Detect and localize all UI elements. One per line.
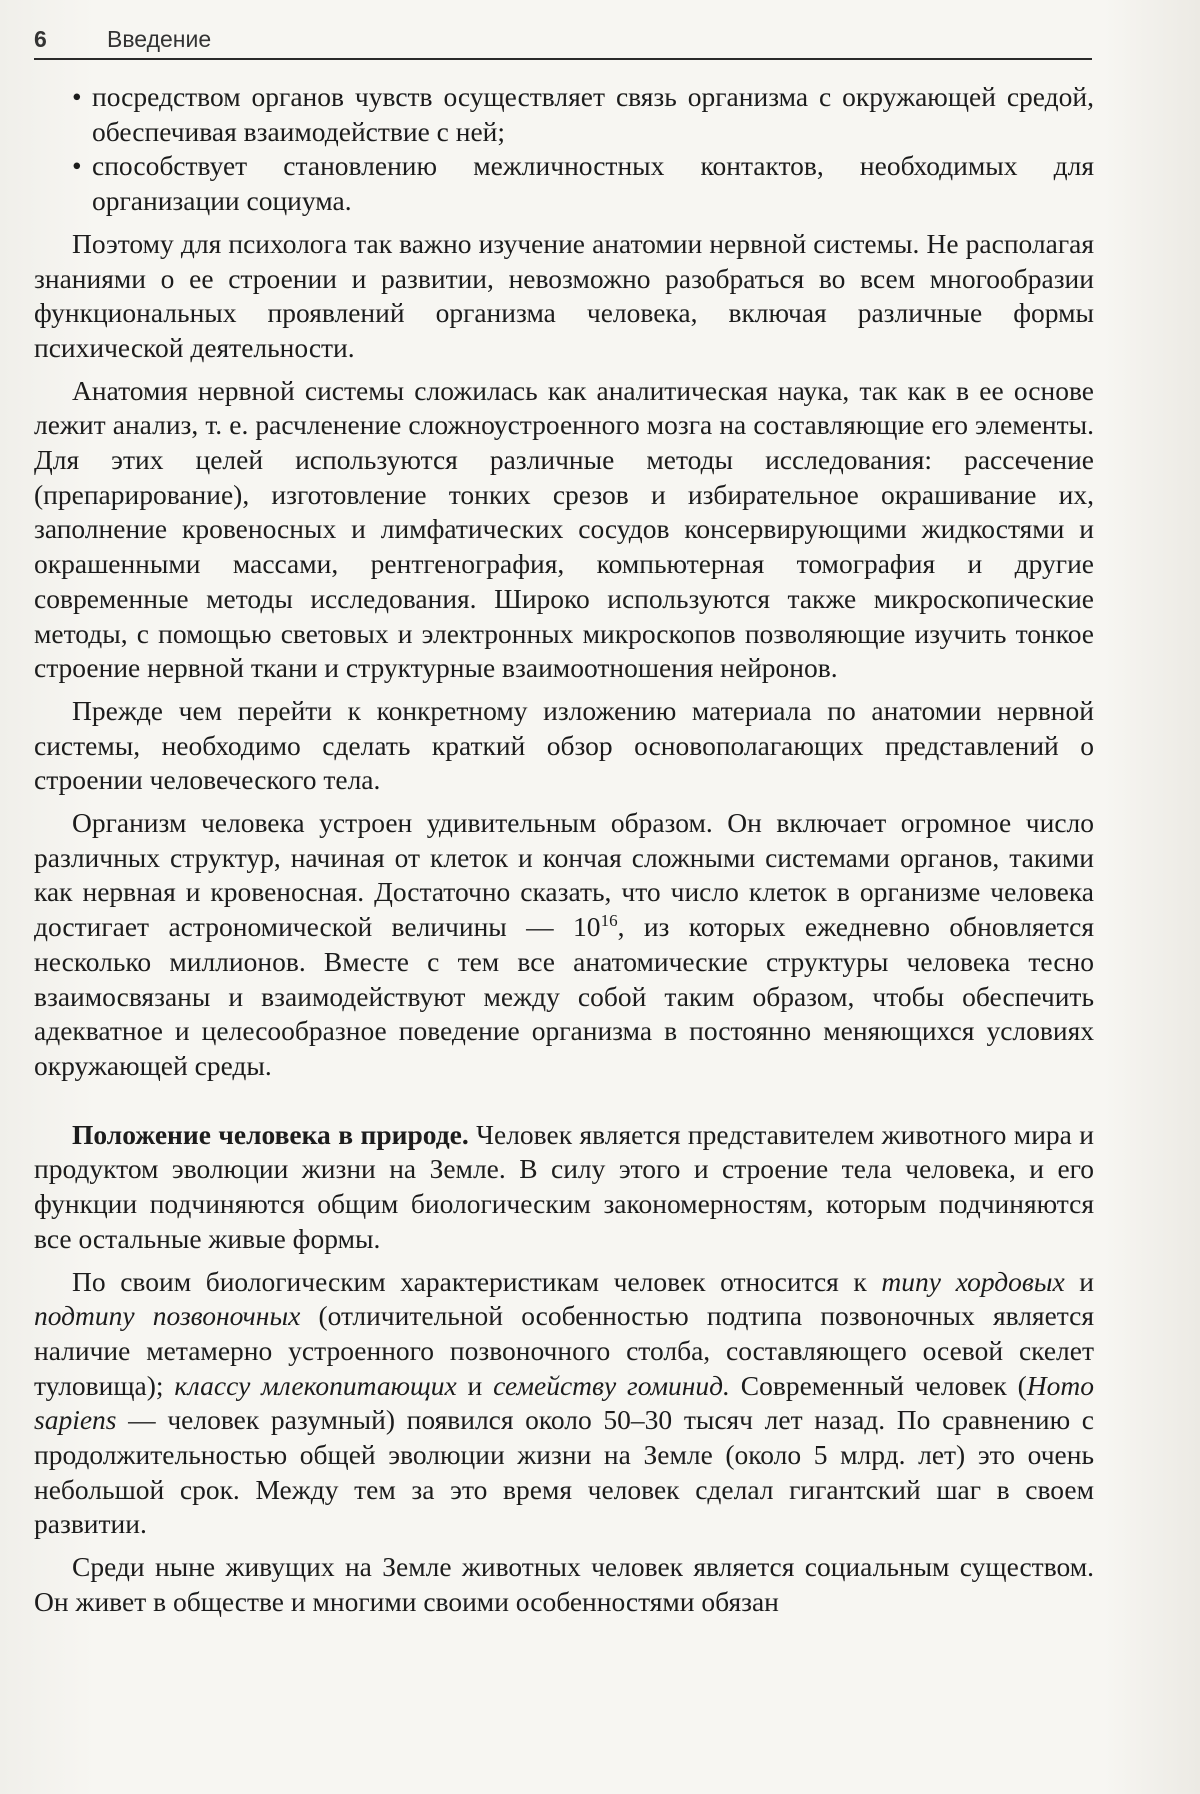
text-run: (отличительной особенностью подтипа позвоночных является наличие метамерно устроенного позвоночного столба, составляющего осевой скелет туловища); xyxy=(34,1300,1094,1401)
page-number: 6 xyxy=(34,26,47,52)
superscript-exponent: 16 xyxy=(600,911,618,931)
paragraph: Анатомия нервной системы сложилась как аналитическая наука, так как в ее основе лежит анализ, т. е. расчленение сложноустроенного мозга на составляющие его элементы. Для этих целей используются различные методы исследования: рассечение (препарирование), изготовление тонких срезов и избирательное окрашивание их, заполнение кровеносных и лимфатических сосудов консервирующими жидкостями и окрашенными массами, рентгенография, компьютерная томография и другие современные методы исследования. Широко используются также микроскопические методы, с помощью световых и электронных микроскопов позволяющие изучить тонкое строение нервной ткани и структурные взаимоотношения нейронов. xyxy=(34,374,1094,684)
text-run: Современный человек ( xyxy=(729,1369,1027,1401)
text-run: По своим биологическим характеристикам человек относится к xyxy=(72,1265,882,1297)
italic-term: подтипу позвоночных xyxy=(34,1300,301,1332)
text-run: Организм человека устроен удивительным образом. Он включает огромное число различных структур, начиная от клеток и кончая сложными системами органов, такими как нервная и кровеносная. Достаточно сказать, что число клеток в организме человека достигает астрономической величины — 10 xyxy=(34,807,1094,943)
running-header xyxy=(34,22,1092,60)
text-run: , из которых ежедневно обновляется несколько миллионов. Вместе с тем все анатомические структуры человека тесно взаимосвязаны и взаимодействуют между собой таким образом, чтобы обеспечить адекватное и целесообразное поведение организма в постоянно меняющихся условиях окружающей среды. xyxy=(34,911,1094,1081)
text-run: и xyxy=(1064,1265,1094,1297)
bullet-list xyxy=(34,80,1094,219)
bullet-item: • посредством органов чувств осуществляет связь организма с окружающей средой, обеспечивая взаимодействие с ней; xyxy=(34,80,1094,149)
section-run-in-heading: Положение человека в природе. xyxy=(72,1118,469,1150)
paragraph: Прежде чем перейти к конкретному изложению материала по анатомии нервной системы, необходимо сделать краткий обзор основополагающих представлений о строении человеческого тела. xyxy=(34,694,1094,796)
bullet-item: • способствует становлению межличностных контактов, необходимых для организации социума. xyxy=(34,149,1094,218)
italic-term: классу млекопитающих xyxy=(174,1369,457,1401)
text-run: и xyxy=(456,1369,494,1401)
text-run: Человек является представителем животного мира и продуктом эволюции жизни на Земле. В силу этого и строение тела человека, и его функции подчиняются общим биологическим закономерностям, которым подчиняются все остальные живые формы. xyxy=(34,1118,1094,1254)
paragraph xyxy=(34,1265,1094,1543)
paragraph: Поэтому для психолога так важно изучение анатомии нервной системы. Не располагая знаниями о ее строении и развитии, невозможно разобраться во всем многообразии функциональных проявлений организма человека, включая различные формы психической деятельности. xyxy=(34,227,1094,363)
italic-term: типу хордовых xyxy=(881,1265,1065,1297)
paragraph xyxy=(34,806,1094,1084)
text-run: — человек разумный) появился около 50–30 тысяч лет назад. По сравнению с продолжительностью общей эволюции жизни на Земле (около 5 млрд. лет) это очень небольшой срок. Между тем за это время человек сделал гигантский шаг в своем развитии. xyxy=(34,1404,1094,1540)
paragraph xyxy=(34,1118,1094,1257)
italic-term: Homo sapiens xyxy=(34,1369,1094,1436)
italic-term: семейству гоминид. xyxy=(493,1369,730,1401)
chapter-title: Введение xyxy=(107,26,212,52)
body-text xyxy=(34,80,1094,1620)
paragraph: Среди ныне живущих на Земле животных человек является социальным существом. Он живет в обществе и многими своими особенностями обязан xyxy=(34,1551,1094,1617)
